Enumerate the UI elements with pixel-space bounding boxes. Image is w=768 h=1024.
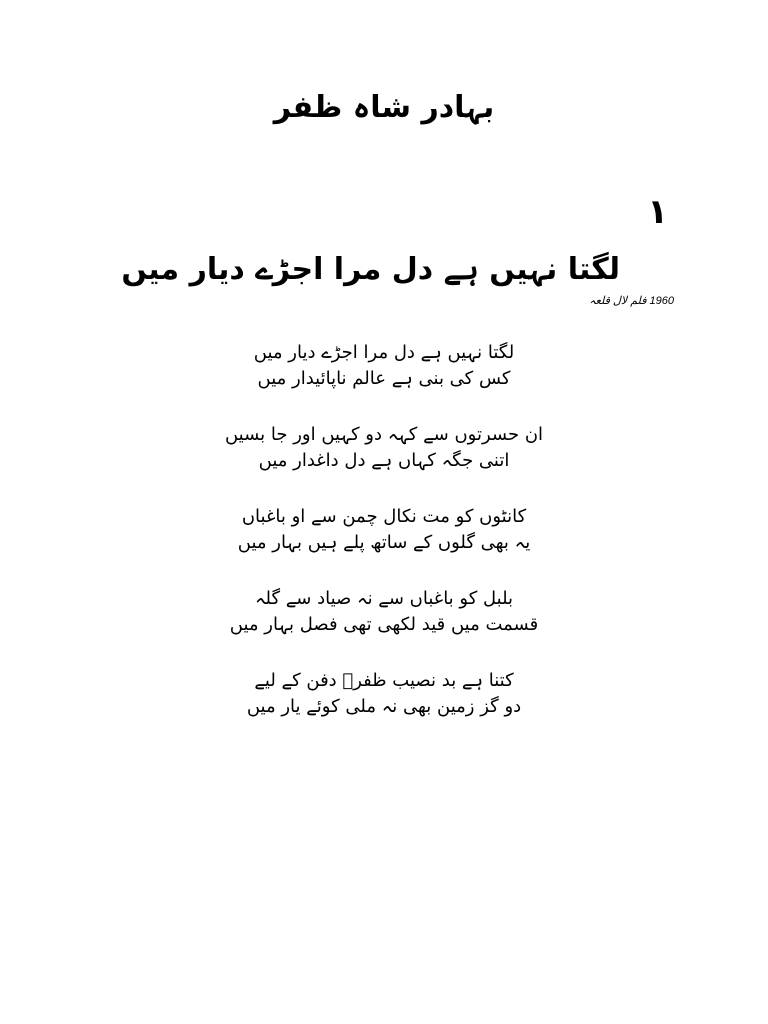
poem-number: ١: [647, 192, 668, 232]
stanza-2: [0, 422, 768, 474]
stanza-4: [0, 586, 768, 638]
source-note: 1960 فلم لال قلعہ: [589, 295, 674, 307]
verse-line: لگتا نہیں ہے دل مرا اجڑے دیار میں: [253, 342, 515, 363]
verse-line: بلبل کو باغباں سے نہ صیاد سے گلہ: [254, 588, 514, 609]
poem-body: [0, 340, 768, 750]
verse-line: قسمت میں قید لکھی تھی فصل بہار میں: [229, 614, 539, 635]
stanza-5: [0, 668, 768, 720]
verse-line: یہ بھی گلوں کے ساتھ پلے ہیں بہار میں: [237, 532, 531, 553]
verse-line: دو گز زمین بھی نہ ملی کوئے یار میں: [246, 696, 522, 717]
verse-line: کتنا ہے بد نصیب ظفرؔ دفن کے لیے: [254, 670, 514, 691]
stanza-1: [0, 340, 768, 392]
stanza-3: [0, 504, 768, 556]
page-title: بہادر شاہ ظفر: [273, 90, 495, 125]
verse-line: اتنی جگہ کہاں ہے دل داغدار میں: [258, 450, 510, 471]
poem-heading: لگتا نہیں ہے دل مرا اجڑے دیار میں: [121, 252, 620, 287]
verse-line: کانٹوں کو مت نکال چمن سے او باغباں: [241, 506, 527, 527]
verse-line: کس کی بنی ہے عالم ناپائیدار میں: [257, 368, 511, 389]
verse-line: ان حسرتوں سے کہہ دو کہیں اور جا بسیں: [224, 424, 544, 445]
